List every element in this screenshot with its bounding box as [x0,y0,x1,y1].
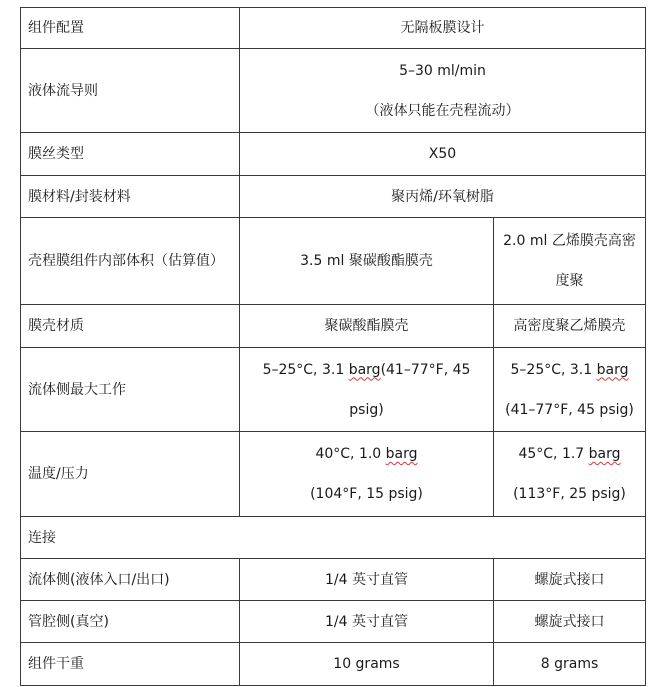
value-line: 5–30 ml/min [399,62,486,79]
row-label: 流体侧(液体入口/出口) [21,559,240,601]
table-row [21,643,646,686]
row-value: 聚丙烯/环氧树脂 [240,176,646,218]
pe-value: 螺旋式接口 [494,601,646,643]
row-label: 膜丝类型 [21,133,240,176]
value-line: 度聚 [555,273,584,289]
unit-text: barg [596,361,629,378]
section-label: 连接 [21,517,646,559]
pe-value [494,432,646,517]
value-line: (113°F, 25 psig) [513,486,626,502]
unit-text: barg [348,361,381,378]
row-value: 无隔板膜设计 [240,8,646,49]
table-row [21,133,646,176]
pe-value: 8 grams [494,643,646,686]
pe-value: 高密度聚乙烯膜壳 [494,305,646,348]
pe-value: 螺旋式接口 [494,559,646,601]
row-label: 管腔侧(真空) [21,601,240,643]
value-text: 40°C, 1.0 [315,446,386,462]
table-row [21,348,646,432]
value-text: 45°C, 1.7 [518,446,589,462]
table-row [21,432,646,517]
row-value: X50 [240,133,646,176]
pc-value [240,432,494,517]
row-label: 温度/压力 [21,432,240,517]
pc-value: 3.5 ml 聚碳酸酯膜壳 [240,218,494,305]
row-label: 流体侧最大工作 [21,348,240,432]
table-row [21,176,646,218]
row-label: 组件配置 [21,8,240,49]
value-text: 5–25°C, 3.1 [510,361,597,378]
value-line: 2.0 ml 乙烯膜壳高密 [503,233,636,249]
table-row [21,517,646,559]
row-label: 膜壳材质 [21,305,240,348]
pc-value [240,348,494,432]
pc-value: 1/4 英寸直管 [240,559,494,601]
table-row [21,559,646,601]
value-text: 5–25°C, 3.1 [262,361,349,378]
pe-value [494,348,646,432]
value-line [500,350,639,390]
value-line: (41–77°F, 45 psig) [505,401,634,418]
table-row [21,8,646,49]
pc-value: 聚碳酸酯膜壳 [240,305,494,348]
table-row [21,49,646,133]
row-label: 壳程膜组件内部体积（估算值） [21,218,240,305]
row-label: 组件干重 [21,643,240,686]
value-line: （液体只能在壳程流动） [365,102,520,119]
value-line [500,434,639,474]
row-label: 膜材料/封装材料 [21,176,240,218]
value-text: (41–77°F, 45 psig) [349,361,471,418]
row-value [240,49,646,133]
spec-table [20,7,646,686]
unit-text: barg [588,446,621,462]
row-label: 液体流导则 [21,49,240,133]
pc-value: 10 grams [240,643,494,686]
table-row [21,305,646,348]
table-row [21,218,646,305]
value-line: (104°F, 15 psig) [310,486,423,502]
pe-value [494,218,646,305]
pc-value: 1/4 英寸直管 [240,601,494,643]
value-line [246,434,487,474]
table-row [21,601,646,643]
unit-text: barg [385,446,418,462]
